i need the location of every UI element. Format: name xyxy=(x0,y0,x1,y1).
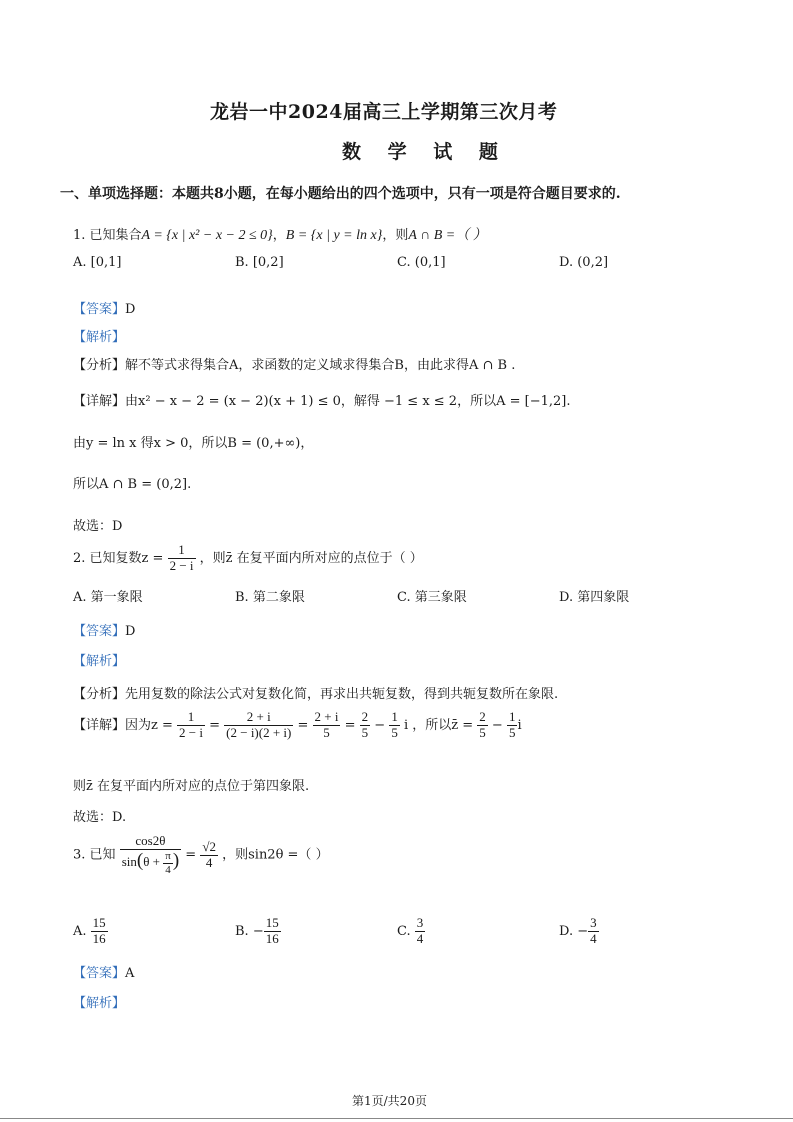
q3-rhs-fraction xyxy=(200,840,218,871)
q2-stem-suffix: ，则z̄ 在复平面内所对应的点位于（ ） xyxy=(199,550,423,566)
answer-tag: 【答案】 xyxy=(73,966,126,981)
frac-den: 16 xyxy=(265,930,279,946)
frac-num: 1 xyxy=(508,709,516,724)
q1-question: A ∩ B =（ ） xyxy=(408,228,487,243)
q3-rhs-den: 4 xyxy=(205,854,213,870)
q1-conclusion: 故选：D xyxy=(73,519,123,534)
q2-frac-den: 2 − i xyxy=(169,557,194,573)
answer-tag: 【答案】 xyxy=(73,302,126,317)
q3-opt-sign: − xyxy=(252,923,264,939)
q2-detail-end: i xyxy=(517,717,522,733)
q2-line-2: 则z̄ 在复平面内所对应的点位于第四象限. xyxy=(73,779,310,794)
q1-option-b: B. [0,2] xyxy=(235,255,284,270)
q1-detail-3: 所以A ∩ B = (0,2]. xyxy=(73,477,192,492)
frac-num: 1 xyxy=(177,710,205,726)
fenxi-tag: 【分析】 xyxy=(73,687,126,702)
q3-opt-label: A. xyxy=(73,923,87,939)
q2-fenxi: 先用复数的除法公式对复数化简，再求出共轭复数，得到共轭复数所在象限. xyxy=(125,687,559,702)
answer-tag: 【答案】 xyxy=(73,624,126,639)
q2-detail-frac-7 xyxy=(507,710,518,741)
frac-num: 3 xyxy=(590,915,597,930)
q1-fenxi: 解不等式求得集合A，求函数的定义域求得集合B，由此求得A ∩ B . xyxy=(125,358,516,373)
q3-rhs-num: √2 xyxy=(202,838,216,854)
q1-detail-row xyxy=(73,390,570,409)
q2-option-b: B. 第二象限 xyxy=(235,590,305,605)
frac-num: 2 xyxy=(479,709,486,724)
q3-main-fraction xyxy=(120,834,181,876)
q3-pi-den: 4 xyxy=(165,863,171,876)
frac-den: 5 xyxy=(323,724,330,740)
q1-set-b: B = {x | y = ln x} xyxy=(285,228,383,243)
q2-detail-row: 【详解】因为z = $\frac{1}{2 - i}$ = $\frac{2 + i}{(2 - i)(2 + i)}$ = $\frac{2 + i}{5}$ = $\frac{2}{5}$ − $\frac{1}{5}$ i ，所以z̄ = $\frac{2}{5}$ − $\frac{1}{5}$ i xyxy=(73,709,522,740)
q1-stem-prefix: 1. 已知集合 xyxy=(73,228,142,243)
frac-num: 1 xyxy=(391,709,398,724)
q2-conclusion: 故选：D. xyxy=(73,810,127,825)
section-heading: 一、单项选择题：本题共8小题，在每小题给出的四个选项中，只有一项是符合题目要求的. xyxy=(60,186,621,202)
q2-detail-frac-1 xyxy=(177,710,205,741)
q3-eq: = xyxy=(185,847,197,863)
q3-opt-frac xyxy=(415,916,426,947)
q1-detail-2: 由y = ln x 得x > 0，所以B = (0,+∞)， xyxy=(73,436,314,451)
q2-detail-frac-6 xyxy=(477,710,488,741)
q2-stem-prefix: 2. 已知复数z = xyxy=(73,550,164,566)
q3-option-a xyxy=(73,916,108,947)
frac-num: 2 + i xyxy=(224,710,293,726)
q3-opt-frac xyxy=(264,916,281,947)
frac-den: 5 xyxy=(479,724,486,740)
page-number: 第1页/共20页 xyxy=(352,1094,427,1108)
q1-option-c: C. (0,1] xyxy=(397,255,446,270)
q2-fenxi-row xyxy=(73,683,558,702)
q1-option-d: D. (0,2] xyxy=(559,255,609,270)
frac-den: 4 xyxy=(416,930,424,946)
q3-pi-fraction xyxy=(163,850,173,876)
q2-answer: D xyxy=(125,624,136,639)
q3-option-b xyxy=(235,916,281,947)
exam-subtitle: 数 学 试 题 xyxy=(342,141,508,163)
q3-theta-plus: θ + xyxy=(143,854,160,870)
page-bottom-rule xyxy=(0,1118,793,1119)
q3-stem-prefix: 3. 已知 xyxy=(73,847,116,863)
q1-option-a: A. [0,1] xyxy=(73,255,122,270)
frac-den: 2 − i xyxy=(179,724,203,740)
q3-main-num: cos2θ xyxy=(120,834,181,850)
frac-num: 3 xyxy=(416,915,424,930)
q2-detail-mid: i ，所以z̄ = xyxy=(403,717,474,733)
q2-detail-frac-3 xyxy=(313,710,341,741)
q2-fraction xyxy=(168,543,196,574)
frac-num: 2 + i xyxy=(314,709,339,724)
frac-den: 4 xyxy=(590,930,597,946)
q1-stem-then: ，则 xyxy=(382,228,409,243)
q1-answer-row xyxy=(73,298,135,317)
q1-fenxi-row xyxy=(73,354,515,373)
q3-answer-row xyxy=(73,962,134,981)
q3-opt-sign: − xyxy=(577,923,589,939)
q3-stem xyxy=(73,834,329,876)
q2-detail-frac-5 xyxy=(389,710,400,741)
q3-sin-label: sin xyxy=(121,854,137,870)
q2-option-c: C. 第三象限 xyxy=(397,590,467,605)
q2-stem xyxy=(73,543,423,574)
q2-option-d: D. 第四象限 xyxy=(559,590,630,605)
frac-den: 5 xyxy=(361,724,369,740)
q1-detail-1: 由x² − x − 2 = (x − 2)(x + 1) ≤ 0，解得 −1 ≤ x ≤ 2，所以A = [−1,2]. xyxy=(125,394,571,409)
q3-opt-label: B. xyxy=(235,923,249,939)
q2-option-a: A. 第一象限 xyxy=(73,590,143,605)
q3-option-c xyxy=(397,916,425,947)
q2-detail-prefix: 因为z = xyxy=(125,717,173,733)
q1-set-a: A = {x | x² − x − 2 ≤ 0} xyxy=(141,228,273,243)
frac-num: 15 xyxy=(92,915,106,930)
q3-pi-num: π xyxy=(165,849,171,862)
q3-option-d xyxy=(559,916,599,947)
q3-stem-suffix: ，则sin2θ =（ ） xyxy=(222,847,329,863)
frac-num: 2 xyxy=(361,709,369,724)
q2-answer-row xyxy=(73,620,135,639)
q3-opt-label: D. xyxy=(559,923,574,939)
analysis-tag: 【解析】 xyxy=(73,330,126,345)
left-paren: ( xyxy=(136,850,144,872)
detail-tag: 【详解】 xyxy=(73,394,126,409)
q1-answer: D xyxy=(125,302,136,317)
right-paren: ) xyxy=(172,850,180,872)
exam-title: 龙岩一中2024届高三上学期第三次月考 xyxy=(210,101,558,123)
q2-frac-num: 1 xyxy=(168,543,196,559)
frac-num: 15 xyxy=(265,915,279,930)
frac-den: 5 xyxy=(508,724,516,740)
q3-opt-frac xyxy=(91,916,108,947)
frac-den: 5 xyxy=(391,724,398,740)
q3-opt-label: C. xyxy=(397,923,411,939)
q3-main-den xyxy=(120,850,181,876)
fenxi-tag: 【分析】 xyxy=(73,358,126,373)
q2-detail-frac-2 xyxy=(224,710,293,741)
q1-stem: 1. 已知集合A = {x | x² − x − 2 ≤ 0}，B = {x | y = ln x}，则A ∩ B =（ ） xyxy=(73,228,487,243)
q3-opt-frac xyxy=(588,916,599,947)
analysis-tag: 【解析】 xyxy=(73,996,126,1011)
frac-den: (2 − i)(2 + i) xyxy=(226,724,292,740)
frac-den: 16 xyxy=(92,930,106,946)
detail-tag: 【详解】 xyxy=(73,717,126,733)
analysis-tag: 【解析】 xyxy=(73,654,126,669)
q3-answer: A xyxy=(125,966,135,981)
q2-detail-frac-4 xyxy=(360,710,371,741)
